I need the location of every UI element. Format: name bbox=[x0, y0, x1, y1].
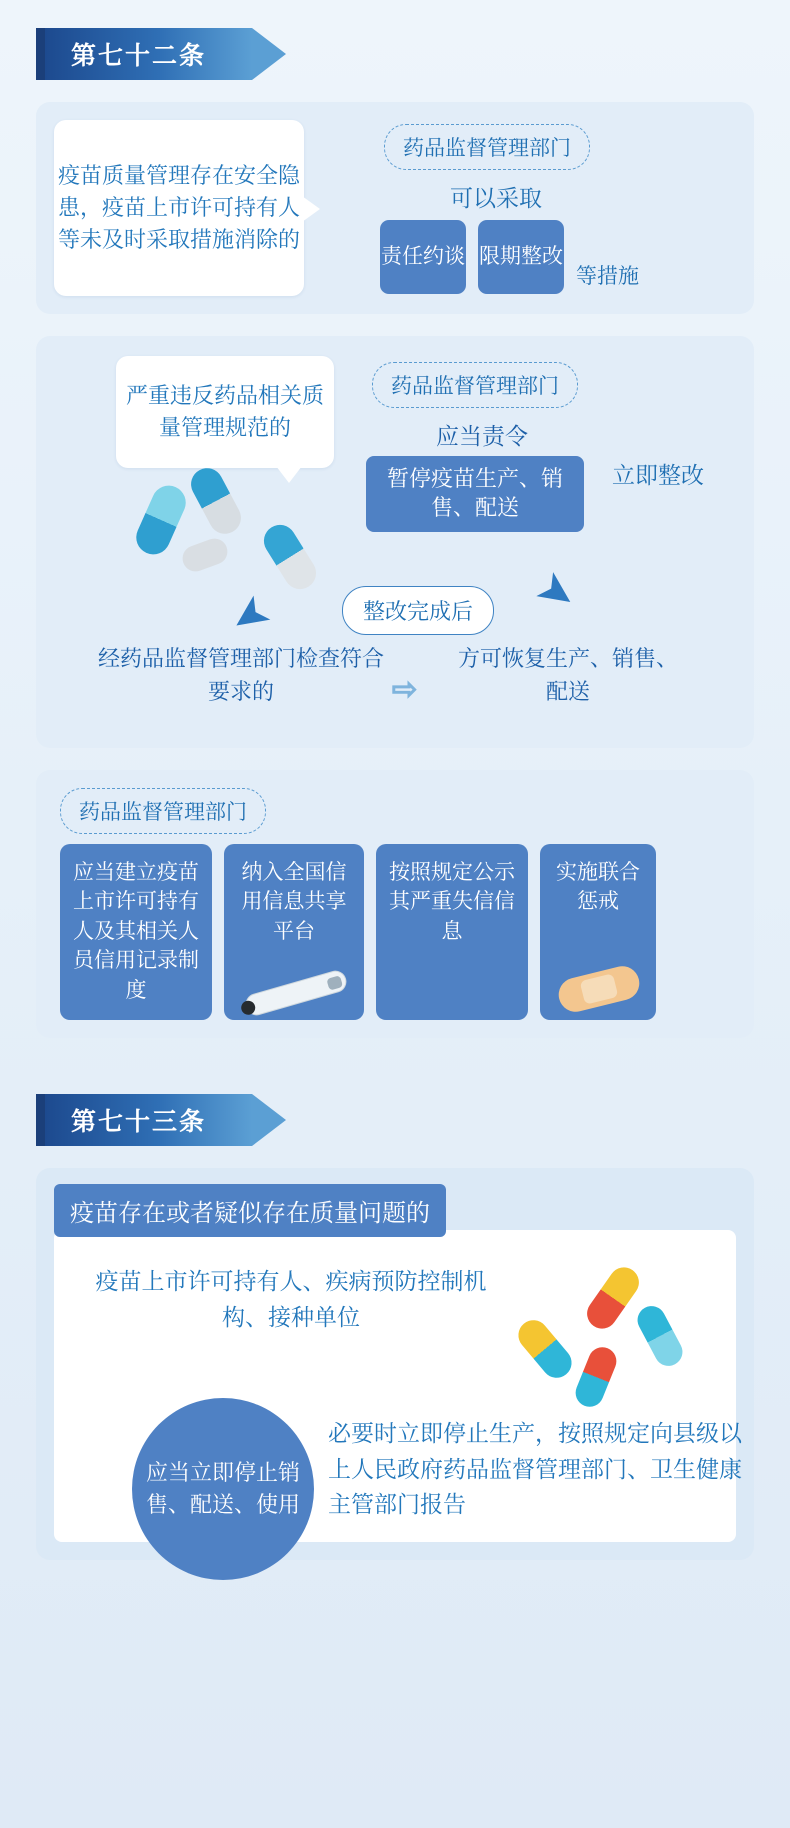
measures-suffix-label: 等措施 bbox=[576, 265, 639, 288]
infographic-page bbox=[0, 28, 790, 1622]
header-bar bbox=[36, 1094, 45, 1146]
panel-article72-first bbox=[36, 102, 754, 314]
credit-measure-text: 实施联合惩戒 bbox=[556, 861, 640, 914]
order-chip: 暂停疫苗生产、销售、配送 bbox=[366, 456, 584, 532]
capsule-icon bbox=[185, 463, 246, 540]
problem-title-chip: 疫苗存在或者疑似存在质量问题的 bbox=[54, 1184, 446, 1237]
header-banner bbox=[45, 28, 252, 80]
credit-measure-text: 应当建立疫苗上市许可持有人及其相关人员信用记录制度 bbox=[73, 861, 199, 1002]
capsule-icon bbox=[633, 1301, 688, 1371]
header-bar bbox=[36, 28, 45, 80]
arrow-down-icon: ➤ bbox=[526, 558, 588, 624]
authority-pill: 药品监督管理部门 bbox=[372, 362, 578, 408]
section-header-art73 bbox=[36, 1094, 790, 1146]
panel-article72-second bbox=[36, 336, 754, 748]
section-header-art72 bbox=[36, 28, 790, 80]
urgency-label: 立即整改 bbox=[612, 462, 704, 488]
capsule-icon bbox=[258, 519, 322, 595]
arrow-down-left-icon: ➤ bbox=[220, 584, 282, 650]
inspection-text: 经药品监督管理部门检查符合要求的 bbox=[97, 646, 384, 704]
after-rectification-pill: 整改完成后 bbox=[342, 586, 494, 635]
responsible-subjects-text: 疫苗上市许可持有人、疾病预防控制机构、接种单位 bbox=[95, 1268, 487, 1330]
capsules-decoration bbox=[506, 1264, 716, 1404]
immediate-action-circle bbox=[132, 1398, 314, 1580]
callout-tail-icon bbox=[302, 196, 320, 222]
authority-pill: 药品监督管理部门 bbox=[60, 788, 266, 834]
arrow-right-icon: ⇨ bbox=[392, 673, 418, 706]
condition-card bbox=[116, 356, 334, 468]
credit-measure-text: 纳入全国信用信息共享平台 bbox=[241, 861, 347, 943]
capsule-icon bbox=[131, 480, 191, 560]
credit-measure-chip bbox=[540, 844, 656, 1020]
reporting-requirement-text: 必要时立即停止生产，按照规定向县级以上人民政府药品监督管理部门、卫生健康主管部门报告 bbox=[328, 1420, 742, 1518]
action-verb-label: 可以采取 bbox=[450, 185, 542, 211]
bandage-icon bbox=[555, 963, 643, 1016]
header-banner bbox=[45, 1094, 252, 1146]
authority-pill: 药品监督管理部门 bbox=[384, 124, 590, 170]
credit-measure-text: 按照规定公示其严重失信信息 bbox=[389, 861, 515, 943]
measure-chip: 限期整改 bbox=[478, 220, 564, 294]
action-verb-label: 应当责令 bbox=[436, 423, 528, 449]
condition-text: 严重违反药品相关质量管理规范的 bbox=[125, 383, 324, 440]
capsule-icon bbox=[581, 1262, 645, 1335]
condition-card bbox=[54, 120, 304, 296]
capsule-icon bbox=[571, 1343, 620, 1411]
resume-text: 方可恢复生产、销售、配送 bbox=[457, 646, 678, 704]
capsule-icon bbox=[512, 1314, 577, 1384]
callout-tail-icon bbox=[276, 466, 302, 483]
immediate-action-text: 应当立即停止销售、配送、使用 bbox=[145, 1460, 300, 1517]
credit-measure-chip bbox=[60, 844, 212, 1020]
measure-chip: 责任约谈 bbox=[380, 220, 466, 294]
credit-measure-chip bbox=[224, 844, 364, 1020]
section-title: 第七十二条 bbox=[71, 42, 207, 70]
panel-article72-third bbox=[36, 770, 754, 1038]
panel-article73 bbox=[36, 1168, 754, 1560]
tablet-icon bbox=[179, 535, 231, 575]
section-title: 第七十三条 bbox=[71, 1108, 207, 1136]
credit-measure-chip bbox=[376, 844, 528, 1020]
thermometer-icon bbox=[243, 968, 349, 1018]
condition-text: 疫苗质量管理存在安全隐患，疫苗上市许可持有人等未及时采取措施消除的 bbox=[57, 163, 300, 252]
